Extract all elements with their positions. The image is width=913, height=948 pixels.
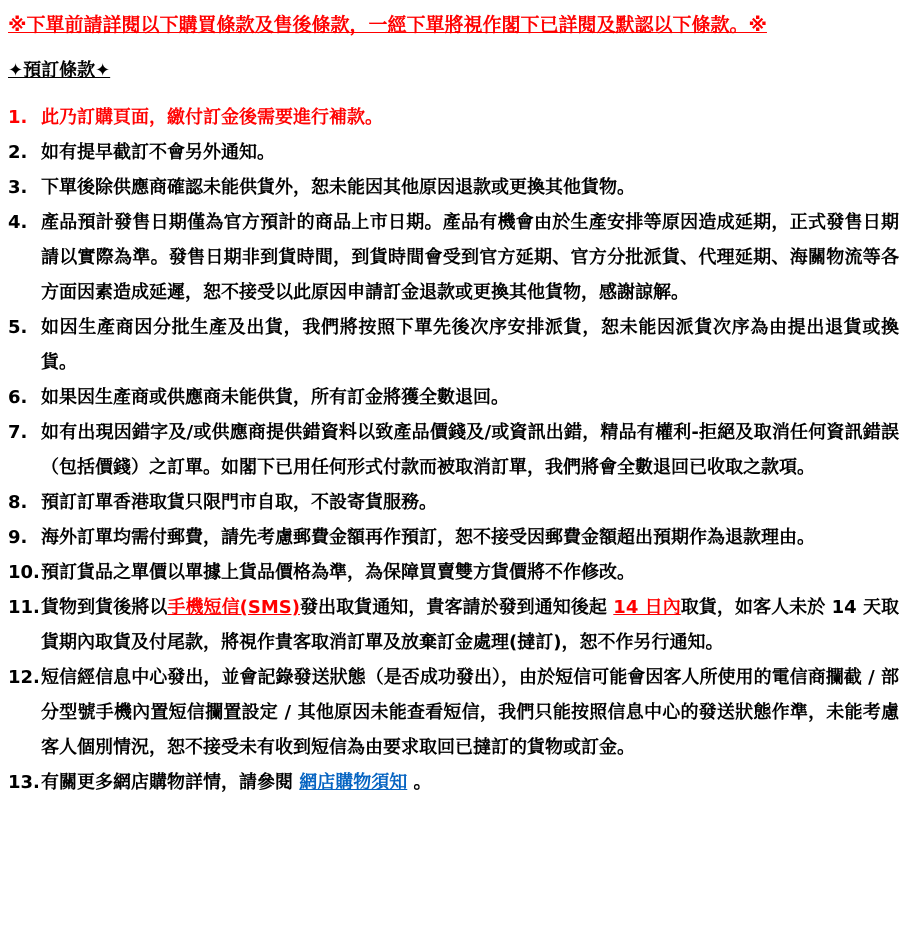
- term-segment: 手機短信(SMS): [167, 597, 300, 618]
- term-number: 8.: [8, 492, 28, 513]
- term-segment: 如因生產商因分批生產及出貨，我們將按照下單先後次序安排派貨，恕未能因派貨次序為由提出退貨或換貨。: [41, 317, 899, 373]
- terms-list: [8, 100, 903, 800]
- term-item: [8, 170, 903, 205]
- term-segment: 有關更多網店購物詳情，請參閱: [41, 772, 300, 793]
- term-item: [8, 135, 903, 170]
- term-text: [41, 310, 903, 380]
- term-segment: 此乃訂購頁面，繳付訂金後需要進行補款。: [41, 107, 383, 128]
- term-segment: 14 日內: [613, 597, 681, 618]
- term-number: 12.: [8, 667, 40, 688]
- term-text: [41, 485, 903, 520]
- term-segment: 海外訂單均需付郵費，請先考慮郵費金額再作預訂，恕不接受因郵費金額超出預期作為退款理由。: [41, 527, 815, 548]
- term-segment: 如有提早截訂不會另外通知。: [41, 142, 275, 163]
- term-item: [8, 590, 903, 660]
- term-item: [8, 485, 903, 520]
- term-number: 2.: [8, 142, 28, 163]
- term-segment: 如有出現因錯字及/或供應商提供錯資料以致產品價錢及/或資訊出錯，精品有權利-拒絕及取消任何資訊錯誤（包括價錢）之訂單。如閣下已用任何形式付款而被取消訂單，我們將會全數退回已收取之款項。: [41, 422, 899, 478]
- term-number: 3.: [8, 177, 28, 198]
- term-segment: 預訂貨品之單價以單據上貨品價格為準，為保障買賣雙方貨價將不作修改。: [41, 562, 635, 583]
- term-segment: 發出取貨通知，貴客請於發到通知後起: [299, 597, 614, 618]
- term-number: 4.: [8, 212, 28, 233]
- term-text: [41, 660, 903, 765]
- term-number: 10.: [8, 562, 40, 583]
- term-segment: 下單後除供應商確認未能供貨外，恕未能因其他原因退款或更換其他貨物。: [41, 177, 635, 198]
- term-number: 5.: [8, 317, 28, 338]
- term-item: [8, 520, 903, 555]
- term-text: [41, 415, 903, 485]
- term-number: 11.: [8, 597, 40, 618]
- term-number: 13.: [8, 772, 40, 793]
- section-header: ✦預訂條款✦: [8, 60, 111, 81]
- term-segment: 。: [407, 772, 432, 793]
- term-text: [41, 380, 903, 415]
- store-guide-link[interactable]: 網店購物須知: [299, 772, 408, 793]
- term-item: [8, 555, 903, 590]
- term-segment: 貨物到貨後將以: [41, 597, 168, 618]
- term-number: 7.: [8, 422, 28, 443]
- term-text: [41, 520, 903, 555]
- term-item: [8, 660, 903, 765]
- term-text: [41, 135, 903, 170]
- term-number: 6.: [8, 387, 28, 408]
- term-item: [8, 310, 903, 380]
- term-item: [8, 380, 903, 415]
- term-segment: 短信經信息中心發出，並會記錄發送狀態（是否成功發出），由於短信可能會因客人所使用的電信商攔截 / 部分型號手機內置短信攔置設定 / 其他原因未能查看短信，我們只能按照信息中心的發送狀態作準，未能考慮客人個別情況，恕不接受未有收到短信為由要求取回已撻訂的貨物或訂金。: [41, 667, 899, 758]
- term-text: [41, 100, 903, 135]
- term-number: 9.: [8, 527, 28, 548]
- term-text: [41, 205, 903, 310]
- term-text: [41, 590, 903, 660]
- term-item: [8, 765, 903, 800]
- term-item: [8, 205, 903, 310]
- term-segment: 產品預計發售日期僅為官方預計的商品上市日期。產品有機會由於生產安排等原因造成延期，正式發售日期請以實際為準。發售日期非到貨時間，到貨時間會受到官方延期、官方分批派貨、代理延期、海關物流等各方面因素造成延遲，恕不接受以此原因申請訂金退款或更換其他貨物，感謝諒解。: [41, 212, 899, 303]
- term-segment: 預訂訂單香港取貨只限門市自取，不設寄貨服務。: [41, 492, 437, 513]
- term-item: [8, 100, 903, 135]
- term-number: 1.: [8, 107, 28, 128]
- term-text: [41, 555, 903, 590]
- term-text: [41, 765, 903, 800]
- term-segment: 如果因生產商或供應商未能供貨，所有訂金將獲全數退回。: [41, 387, 509, 408]
- term-text: [41, 170, 903, 205]
- notice-title: ※下單前請詳閱以下購買條款及售後條款，一經下單將視作閣下已詳閱及默認以下條款。※: [8, 14, 767, 36]
- term-segment: 取貨，如客人未於 14 天取貨期內取貨及付尾款，將視作貴客取消訂單及放棄訂金處理(撻訂)，恕不作另行通知。: [41, 597, 900, 653]
- term-item: [8, 415, 903, 485]
